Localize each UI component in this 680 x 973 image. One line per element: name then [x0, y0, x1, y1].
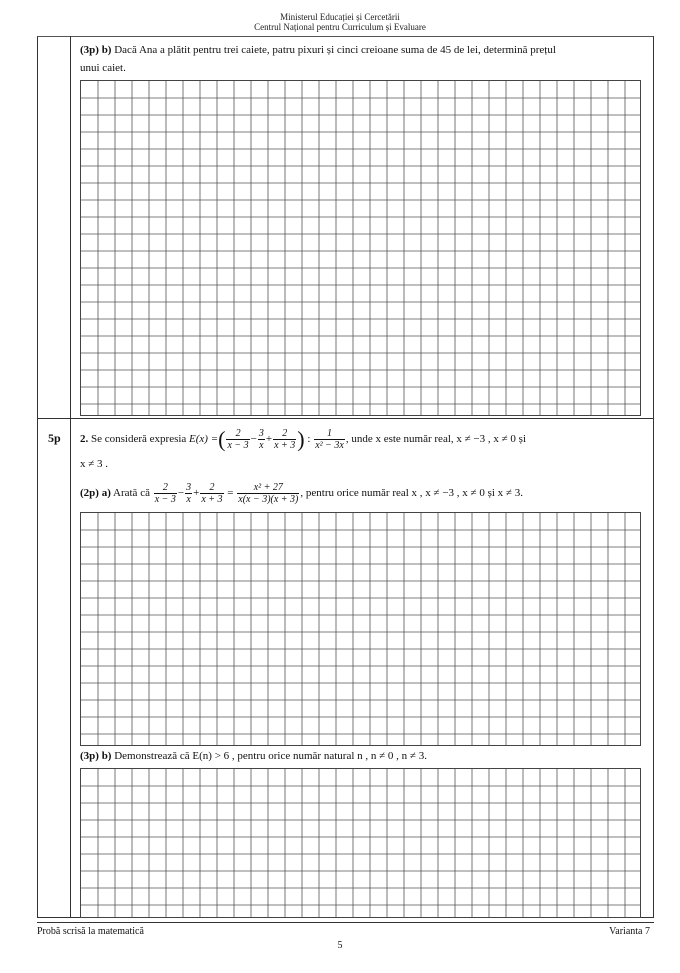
q2-intro: Se consideră expresia [91, 433, 187, 445]
q2-conditions: , unde x este număr real, x ≠ −3 , x ≠ 0 și [345, 433, 526, 445]
q2-op2: + [265, 433, 273, 445]
q2a-frac2: $\frac{3}{x}$ [186, 481, 192, 505]
q2-op1: − [250, 433, 257, 445]
answer-grid-q1b[interactable] [80, 80, 641, 416]
q2-frac1: $\frac{2}{x - 3}$ [227, 427, 249, 451]
q1b-line1 [80, 44, 556, 57]
row-divider [37, 418, 654, 419]
q2-expr-lhs: E(x) = [189, 433, 219, 445]
q2-points: 5p [48, 431, 61, 445]
q2a-tail: , pentru orice număr real x , x ≠ −3 , x ≠ 0 și x ≠ 3. [300, 487, 523, 499]
q1b-label: (3p) b) [80, 44, 112, 56]
page-number: 5 [337, 940, 343, 951]
q2-conditions-line2: x ≠ 3 . [80, 458, 109, 470]
q2a-frac3: $\frac{2}{x + 3}$ [201, 481, 223, 505]
header-center: Centrul Național pentru Curriculum și Evaluare [254, 22, 426, 32]
q2a-intro: Arată că [113, 487, 150, 499]
q2-number: 2. [80, 433, 89, 445]
q1b-text-line2: unui caiet. [80, 62, 126, 74]
header-ministry: Ministerul Educației și Cercetării [280, 12, 400, 22]
q2a-eq: = [227, 487, 234, 499]
q2b-label: (3p) b) [80, 750, 112, 762]
footer-right: Varianta 7 [609, 926, 650, 937]
q2a-frac1: $\frac{2}{x - 3}$ [154, 481, 176, 505]
q2-frac2: $\frac{3}{x}$ [258, 427, 264, 451]
q2b-statement [80, 750, 427, 763]
footer-rule [37, 922, 654, 923]
points-column-divider [70, 36, 71, 918]
q2-frac3: $\frac{2}{x + 3}$ [274, 427, 296, 451]
footer-left: Probă scrisă la matematică [37, 926, 144, 937]
q2b-text: Demonstrează că E(n) > 6 , pentru orice număr natural n , n ≠ 0 , n ≠ 3. [114, 750, 427, 762]
q2-statement: 2. Se consideră expresia E(x) =( $\frac{2}{x - 3}$ − $\frac{3}{x}$ + $\frac{2}{x + 3}$ ) : $\frac{1}{\text{x² − 3x}}$ , unde x este număr real, x ≠ −3 , x ≠ 0 și [80, 426, 526, 452]
q2a-statement: (2p) a) Arată că $\frac{2}{x - 3}$ − $\frac{3}{x}$ + $\frac{2}{x + 3}$ = $\frac{\text{x² + 27}}{x(x - 3)(x + 3)}$ , pentru orice număr real x , x ≠ −3 , x ≠ 0 și x ≠ 3. [80, 481, 523, 505]
answer-grid-q2b[interactable] [80, 768, 641, 918]
q2a-label: (2p) a) [80, 487, 111, 499]
q2-div: : [307, 433, 311, 445]
q2a-result: $\frac{\text{x² + 27}}{x(x - 3)(x + 3)}$ [238, 481, 299, 505]
q2-frac4: $\frac{1}{\text{x² − 3x}}$ [315, 427, 344, 451]
q1b-text: Dacă Ana a plătit pentru trei caiete, patru pixuri și cinci creioane suma de 45 de lei, determină prețul [114, 44, 556, 56]
answer-grid-q2a[interactable] [80, 512, 641, 746]
